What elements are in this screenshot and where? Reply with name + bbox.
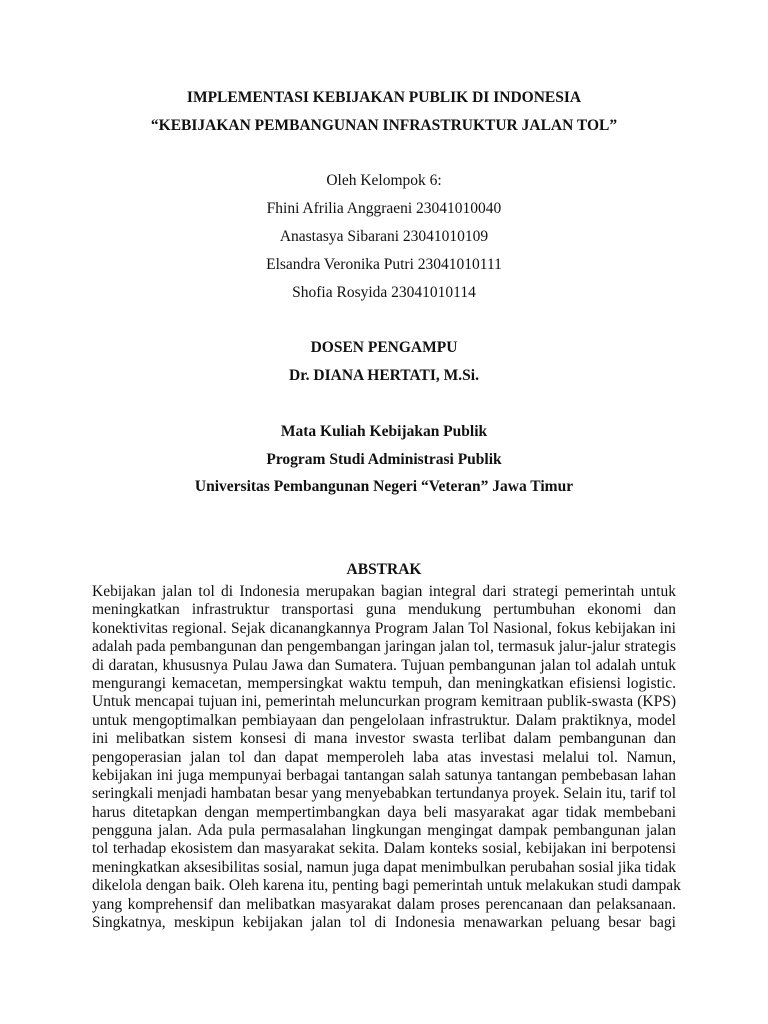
abstract-line: adalah pada pembangunan dan pengembangan jaringan jalan tol, termasuk jalur-jalur strategis [92,638,676,656]
university-name: Universitas Pembangunan Negeri “Veteran” Jawa Timur [194,478,574,495]
abstract-line: ini melibatkan sistem konsesi di mana investor swasta terlibat dalam pembangunan dan [92,730,676,748]
abstract-line: pengguna jalan. Ada pula permasalahan lingkungan mengingat dampak pembangunan jalan [92,822,676,840]
abstract-line: tol terhadap ekosistem dan masyarakat sekita. Dalam konteks sosial, kebijakan ini berpotensi [92,840,676,858]
author-4: Shofia Rosyida 23041010114 [292,284,476,301]
abstract-line: pengoperasian jalan tol dan dapat memperoleh laba atas investasi melalui tol. Namun, [92,748,676,766]
authors-label: Oleh Kelompok 6: [326,172,442,189]
abstract-line: kebijakan ini juga mempunyai berbagai tantangan salah satunya tantangan pembebasan lahan [92,766,676,784]
study-program: Program Studi Administrasi Publik [266,451,502,468]
abstract-line: di daratan, khususnya Pulau Jawa dan Sumatera. Tujuan pembangunan jalan tol adalah untuk [92,656,676,674]
abstract-heading: ABSTRAK [346,561,422,578]
abstract-line: untuk mengoptimalkan pembiayaan dan pengelolaan infrastruktur. Dalam praktiknya, model [92,711,676,729]
author-1: Fhini Afrilia Anggraeni 23041010040 [266,200,502,217]
abstract-line: Singkatnya, meskipun kebijakan jalan tol di Indonesia menawarkan peluang besar bagi [92,914,676,932]
abstract-line: seringkali menjadi hambatan besar yang menyebabkan tertundanya proyek. Selain itu, tarif tol [92,785,677,803]
abstract-line: Untuk mencapai tujuan ini, pemerintah meluncurkan program kemitraan publik-swasta (KPS) [92,693,676,711]
document-subtitle: “KEBIJAKAN PEMBANGUNAN INFRASTRUKTUR JALAN TOL” [150,117,618,134]
abstract-line: meningkatkan infrastruktur transportasi guna mendukung pertumbuhan ekonomi dan [92,601,676,619]
abstract-line: mengurangi kemacetan, mempersingkat waktu tempuh, dan meningkatkan efisiensi logistic. [92,674,676,692]
abstract-line: harus ditetapkan dengan mempertimbangkan daya beli masyarakat agar tidak membebani [92,803,676,821]
abstract-line: konektivitas regional. Sejak dicanangkannya Program Jalan Tol Nasional, fokus kebijakan ini [92,619,676,637]
abstract-line: dikelola dengan baik. Oleh karena itu, penting bagi pemerintah untuk melakukan studi dampak [92,877,681,895]
author-3: Elsandra Veronika Putri 23041010111 [266,256,502,273]
document-title: IMPLEMENTASI KEBIJAKAN PUBLIK DI INDONESIA [186,89,582,106]
abstract-line: Kebijakan jalan tol di Indonesia merupakan bagian integral dari strategi pemerintah untuk [92,583,676,600]
course-name: Mata Kuliah Kebijakan Publik [280,423,488,440]
abstract-line: meningkatkan aksesibilitas sosial, namun juga dapat menimbulkan perubahan sosial jika tidak [92,858,676,876]
lecturer-name: Dr. DIANA HERTATI, M.Si. [289,367,479,384]
abstract-line: yang komprehensif dan melibatkan masyarakat dalam proses perencanaan dan pelaksanaan. [92,895,676,913]
author-2: Anastasya Sibarani 23041010109 [279,228,489,245]
abstract-body [92,583,681,932]
lecturer-label: DOSEN PENGAMPU [310,339,458,356]
